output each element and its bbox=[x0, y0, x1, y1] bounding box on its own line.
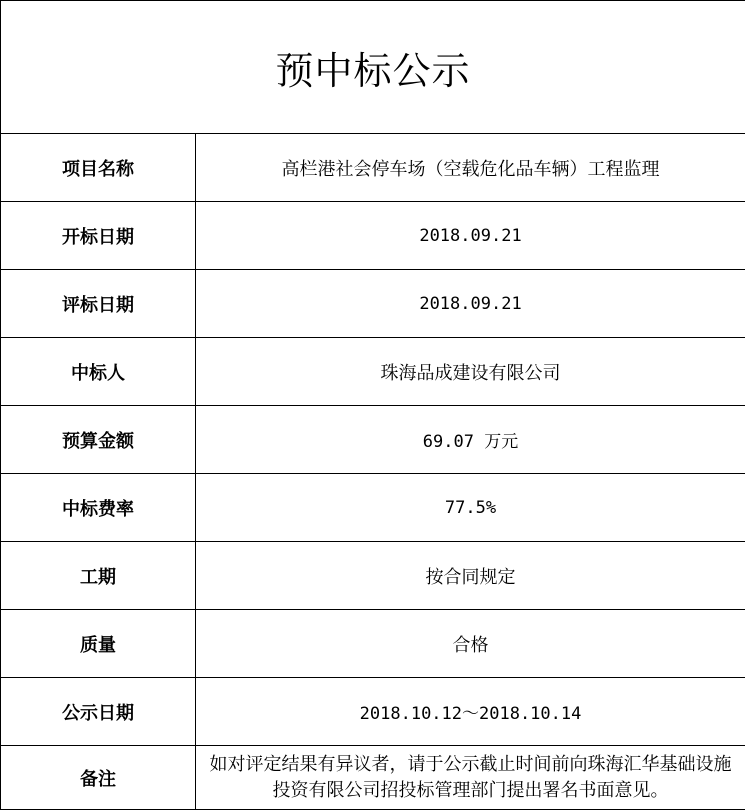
winning-bidder-label: 中标人 bbox=[1, 338, 196, 406]
table-row-quality bbox=[1, 610, 745, 678]
project-name-value: 高栏港社会停车场（空载危化品车辆）工程监理 bbox=[196, 134, 745, 202]
table-row-evaluation-date bbox=[1, 270, 745, 338]
budget-amount-value: 69.07 万元 bbox=[196, 406, 745, 474]
publicity-date-label: 公示日期 bbox=[1, 678, 196, 746]
table-row-duration bbox=[1, 542, 745, 610]
table-row-remarks bbox=[1, 746, 745, 810]
table-row-project-name bbox=[1, 134, 745, 202]
bid-opening-date-value: 2018.09.21 bbox=[196, 202, 745, 270]
winning-bidder-value: 珠海品成建设有限公司 bbox=[196, 338, 745, 406]
duration-label: 工期 bbox=[1, 542, 196, 610]
evaluation-date-value: 2018.09.21 bbox=[196, 270, 745, 338]
table-row-bid-opening-date bbox=[1, 202, 745, 270]
table-row-budget-amount bbox=[1, 406, 745, 474]
publicity-date-value: 2018.10.12～2018.10.14 bbox=[196, 678, 745, 746]
remarks-label: 备注 bbox=[1, 746, 196, 810]
remarks-value: 如对评定结果有异议者，请于公示截止时间前向珠海汇华基础设施投资有限公司招投标管理部门提出署名书面意见。 bbox=[196, 746, 745, 810]
bid-opening-date-label: 开标日期 bbox=[1, 202, 196, 270]
fee-rate-label: 中标费率 bbox=[1, 474, 196, 542]
quality-value: 合格 bbox=[196, 610, 745, 678]
table-row-winning-bidder bbox=[1, 338, 745, 406]
table-row-fee-rate bbox=[1, 474, 745, 542]
fee-rate-value: 77.5% bbox=[196, 474, 745, 542]
title-row bbox=[1, 1, 745, 134]
evaluation-date-label: 评标日期 bbox=[1, 270, 196, 338]
quality-label: 质量 bbox=[1, 610, 196, 678]
project-name-label: 项目名称 bbox=[1, 134, 196, 202]
table-row-publicity-date bbox=[1, 678, 745, 746]
budget-amount-label: 预算金额 bbox=[1, 406, 196, 474]
duration-value: 按合同规定 bbox=[196, 542, 745, 610]
page-title: 预中标公示 bbox=[1, 1, 745, 134]
